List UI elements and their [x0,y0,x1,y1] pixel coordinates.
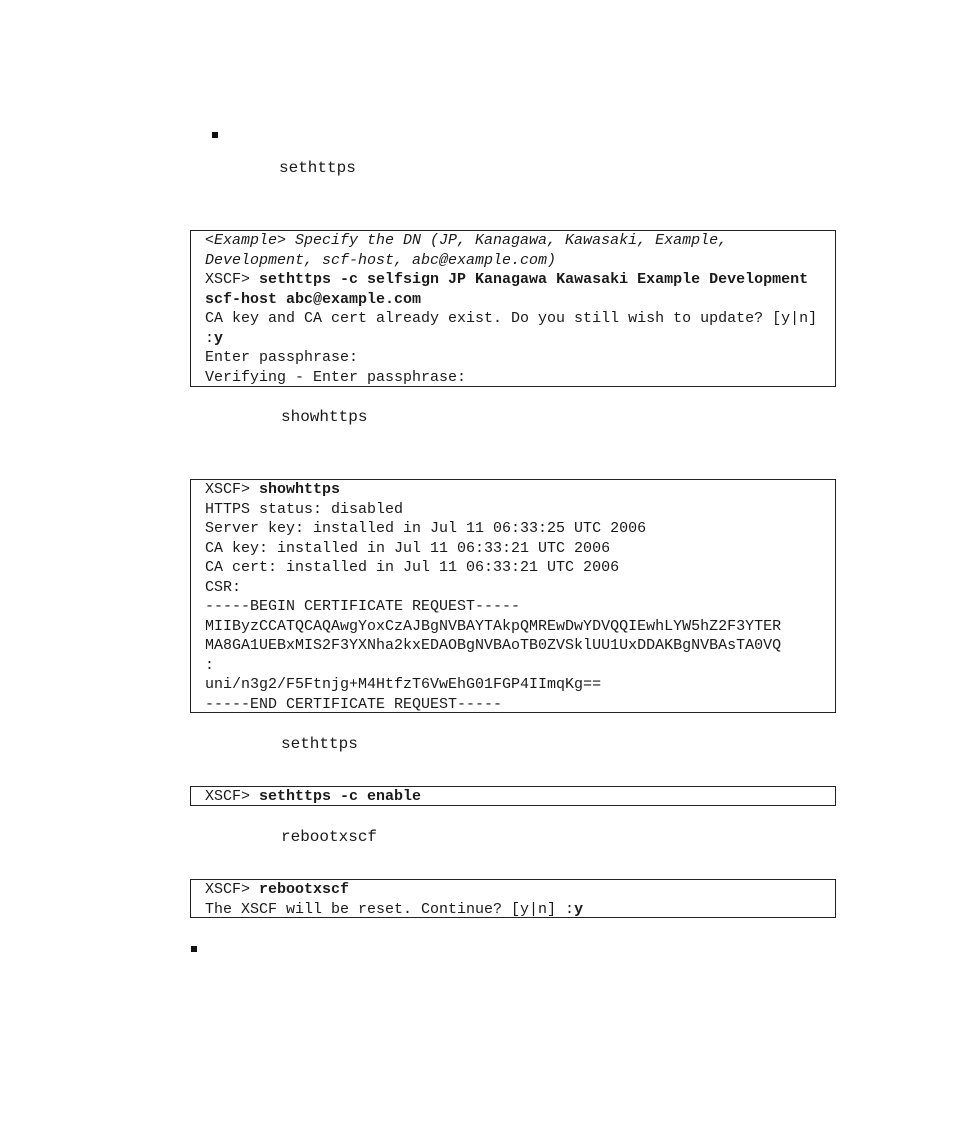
code-comment: <Example> Specify the DN (JP, Kanagawa, Kawasaki, Example, [205,232,728,249]
output-line: uni/n3g2/F5Ftnjg+M4HtfzT6VwEhG01FGP4IImqKg== [205,676,602,693]
code-line [205,270,825,290]
code-line [205,880,825,900]
code-block-sethttps-enable [190,786,836,806]
command-text: scf-host abc@example.com [205,290,422,308]
command-text: rebootxscf [259,881,350,898]
command-label-sethttps-enable: sethttps [281,735,358,753]
bullet-marker [212,132,218,138]
bullet-marker [191,946,197,952]
output-prefix: The XSCF will be reset. Continue? [y|n] : [205,900,575,918]
output-line: MIIByzCCATQCAQAwgYoxCzAJBgNVBAYTAkpQMREwDwYDVQQIEwhLYW5hZ2F3YTER [205,617,782,635]
output-prefix: : [205,329,215,347]
command-text: showhttps [259,481,341,498]
output-line: Enter passphrase: [205,349,359,366]
output-line: Server key: installed in Jul 11 06:33:25 UTC 2006 [205,520,647,537]
user-answer: y [574,900,584,918]
output-line: CA cert: installed in Jul 11 06:33:21 UTC 2006 [205,559,620,576]
code-block-sethttps-selfsign [190,230,836,387]
user-answer: y [214,329,224,347]
prompt: XSCF> [205,481,260,498]
output-line: CA key: installed in Jul 11 06:33:21 UTC 2006 [205,539,611,557]
code-comment: Development, scf-host, abc@example.com) [205,251,557,269]
output-line: CSR: [205,578,242,596]
command-label-sethttps: sethttps [279,159,356,177]
prompt: XSCF> [205,271,260,288]
prompt: XSCF> [205,788,260,805]
output-line: Verifying - Enter passphrase: [205,368,467,386]
prompt: XSCF> [205,881,260,898]
output-line: -----END CERTIFICATE REQUEST----- [205,695,503,713]
output-line: HTTPS status: disabled [205,500,404,518]
command-text: sethttps -c selfsign JP Kanagawa Kawasaki Example Development [259,271,809,288]
output-line: -----BEGIN CERTIFICATE REQUEST----- [205,598,521,615]
command-label-showhttps: showhttps [281,408,368,426]
code-line [205,787,825,807]
output-line: : [205,656,215,674]
output-line: CA key and CA cert already exist. Do you still wish to update? [y|n] [205,310,818,327]
command-label-rebootxscf: rebootxscf [281,828,378,846]
output-line [205,329,825,349]
code-block-showhttps [190,479,836,713]
code-block-rebootxscf [190,879,836,918]
code-line [205,480,825,500]
command-text: sethttps -c enable [259,788,422,805]
output-line [205,900,825,920]
output-line: MA8GA1UEBxMIS2F3YXNha2kxEDAOBgNVBAoTB0ZVSklUU1UxDDAKBgNVBAsTA0VQ [205,637,782,654]
